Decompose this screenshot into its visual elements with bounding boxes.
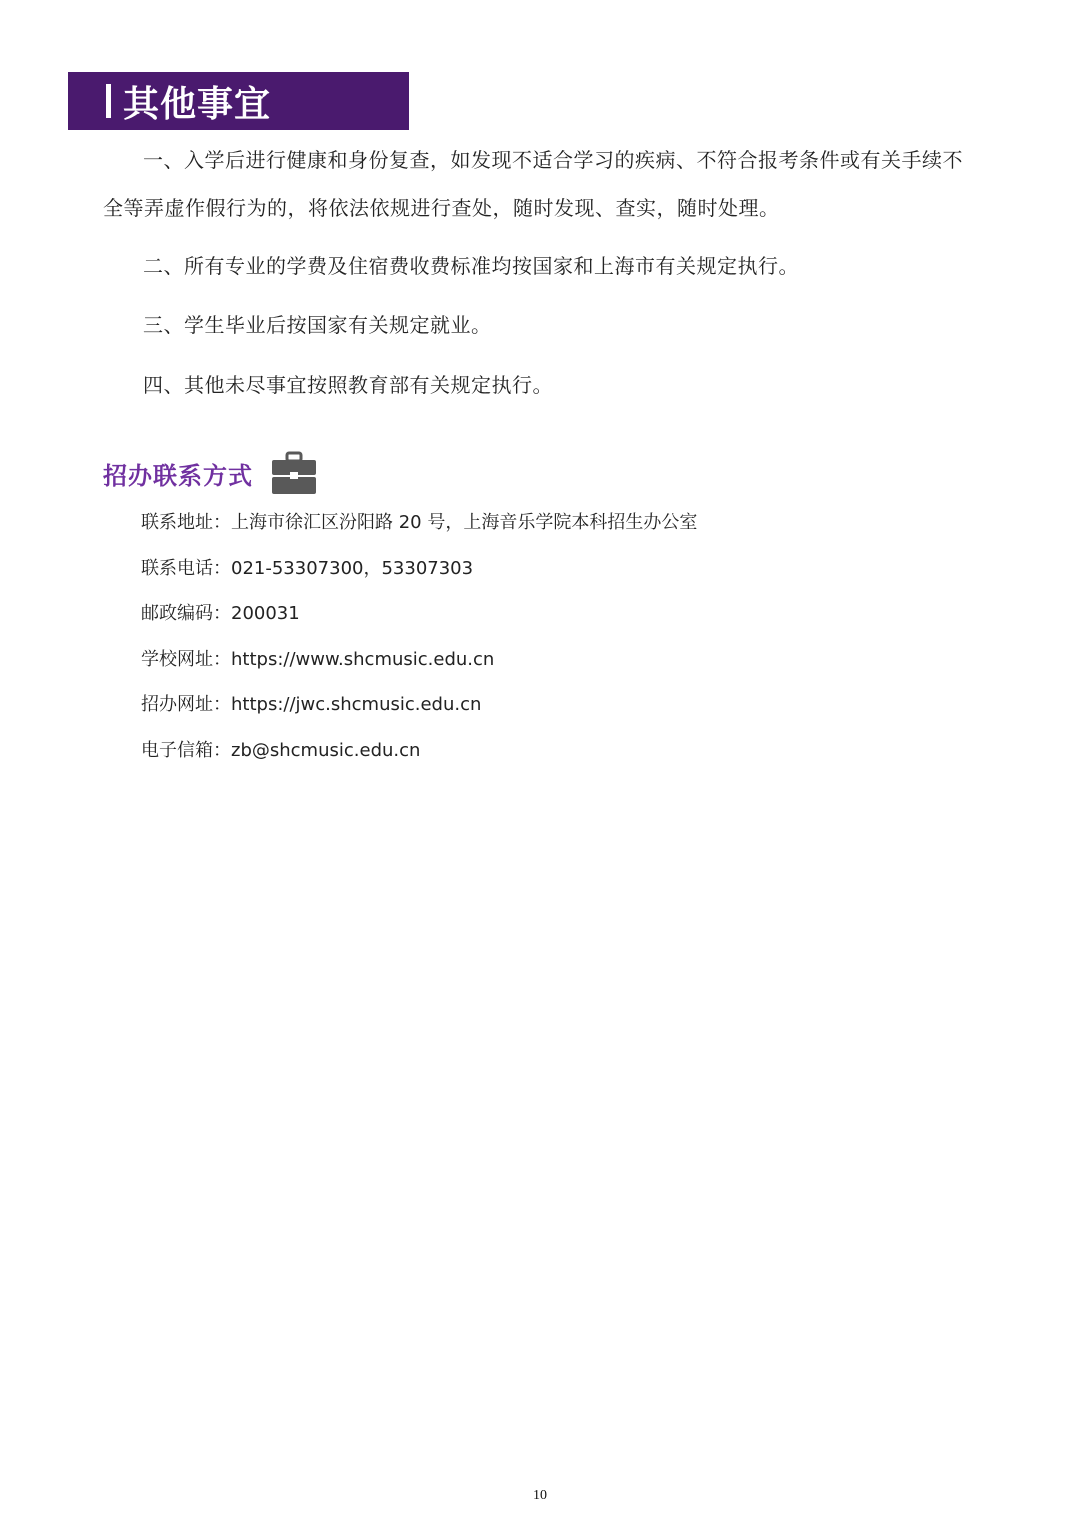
briefcase-icon — [271, 451, 317, 495]
contact-list — [141, 500, 697, 773]
contact-item-school-website — [141, 637, 697, 683]
contact-label: 联系地址： — [141, 512, 231, 533]
contact-heading — [103, 448, 317, 498]
paragraph-4: 四、其他未尽事宜按照教育部有关规定执行。 — [143, 373, 553, 397]
contact-heading-label: 招办联系方式 — [103, 461, 253, 490]
contact-item-phone — [141, 546, 697, 592]
email-link[interactable]: zb@shcmusic.edu.cn — [231, 739, 421, 761]
contact-label: 电子信箱： — [141, 739, 231, 761]
contact-item-email — [141, 728, 697, 774]
paragraph-3: 三、学生毕业后按国家有关规定就业。 — [143, 313, 492, 337]
contact-label: 邮政编码： — [141, 603, 231, 624]
paragraph-1: 一、入学后进行健康和身份复查，如发现不适合学习的疾病、不符合报考条件或有关手续不全等弄虚作假行为的，将依法依规进行查处，随时发现、查实，随时处理。 — [103, 148, 963, 220]
contact-item-postcode — [141, 591, 697, 637]
page-number: 10 — [533, 1488, 547, 1503]
contact-value: 上海市徐汇区汾阳路 20 号，上海音乐学院本科招生办公室 — [231, 512, 698, 533]
contact-value: 021-53307300，53307303 — [231, 557, 474, 579]
contact-label: 联系电话： — [141, 557, 231, 579]
school-website-link[interactable]: https://www.shcmusic.edu.cn — [231, 648, 495, 670]
paragraph-2: 二、所有专业的学费及住宿费收费标准均按国家和上海市有关规定执行。 — [143, 254, 799, 278]
admissions-website-link[interactable]: https://jwc.shcmusic.edu.cn — [231, 694, 482, 715]
contact-label: 学校网址： — [141, 648, 231, 670]
contact-item-admissions-website — [141, 682, 697, 728]
section-title: 其他事宜 — [123, 82, 272, 125]
section-banner — [68, 72, 409, 130]
contact-item-address — [141, 500, 697, 546]
banner-accent-bar — [106, 84, 111, 118]
contact-label: 招办网址： — [141, 694, 231, 715]
contact-value: 200031 — [231, 603, 300, 624]
